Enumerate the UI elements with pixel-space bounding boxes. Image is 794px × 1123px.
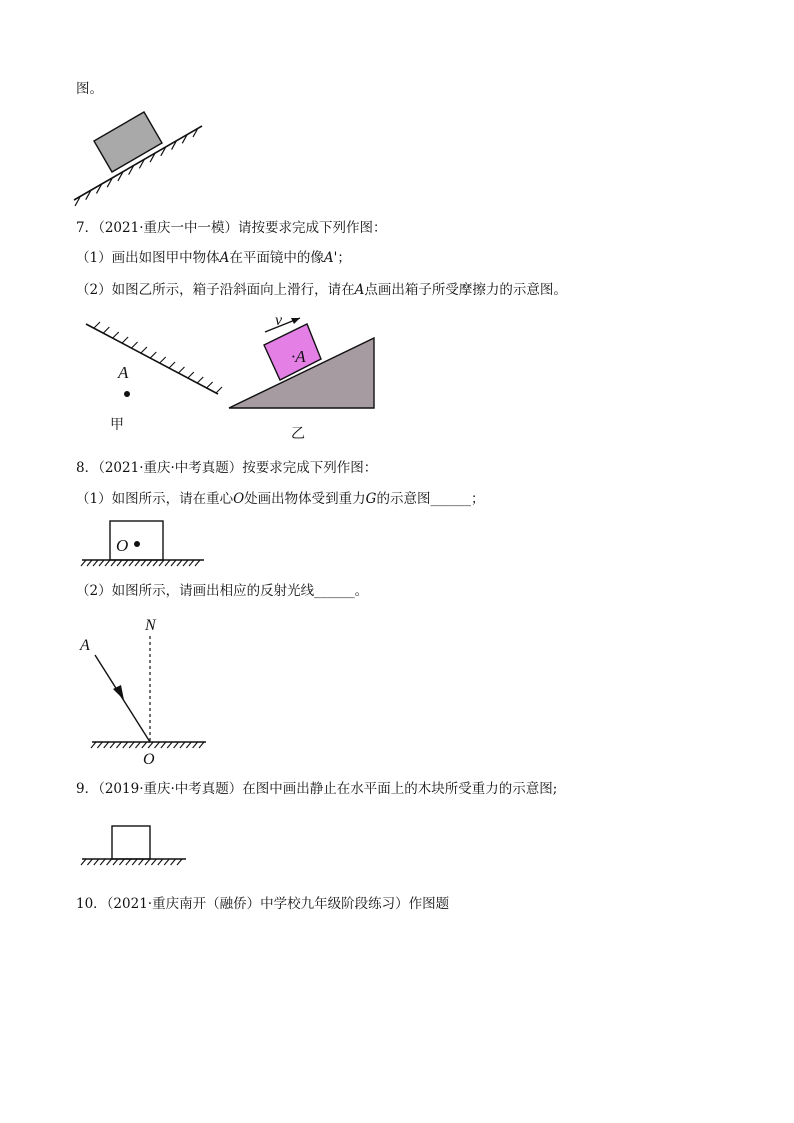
hatch-mark bbox=[141, 347, 147, 353]
hatch-mark bbox=[132, 342, 138, 348]
q9-stem: 9．（2019·重庆·中考真题）在图中画出静止在水平面上的木块所受重力的示意图; bbox=[76, 781, 558, 797]
hatch-mark bbox=[87, 859, 92, 865]
hatch-mark bbox=[216, 387, 222, 393]
q8-block-figure bbox=[80, 518, 210, 568]
hatch-mark bbox=[161, 742, 166, 748]
hatch-mark bbox=[180, 742, 185, 748]
hatch-mark bbox=[122, 337, 128, 343]
hatch-mark bbox=[150, 352, 156, 358]
hatch-mark bbox=[129, 742, 134, 748]
hatch-mark bbox=[142, 742, 147, 748]
hatch-mark bbox=[117, 560, 122, 566]
hatch-mark bbox=[193, 742, 198, 748]
hatch-mark bbox=[100, 859, 105, 865]
hatch-mark bbox=[113, 859, 118, 865]
hatch-mark bbox=[145, 859, 150, 865]
figure-yi-incline bbox=[225, 308, 385, 443]
hatch-mark bbox=[99, 560, 104, 566]
velocity-label: v bbox=[275, 312, 283, 329]
hatch-mark bbox=[199, 742, 204, 748]
box-point-label: ·A bbox=[291, 347, 306, 366]
reflection-figure bbox=[76, 612, 216, 772]
hatch-mark bbox=[169, 362, 175, 368]
hatch-mark bbox=[93, 560, 98, 566]
hatch-mark bbox=[123, 560, 128, 566]
q7-stem: 7．（2021·重庆一中一模）请按要求完成下列作图： bbox=[76, 220, 387, 236]
q9-block-figure bbox=[78, 823, 208, 873]
hatch-mark bbox=[111, 560, 116, 566]
point-o-label: O bbox=[143, 751, 155, 768]
hatch-mark bbox=[207, 382, 213, 388]
hatch-mark bbox=[197, 377, 203, 383]
caption-yi: 乙 bbox=[291, 426, 305, 442]
hatch-mark bbox=[135, 742, 140, 748]
hatch-mark bbox=[123, 742, 128, 748]
hatch-mark bbox=[97, 742, 102, 748]
hatch-mark bbox=[119, 859, 124, 865]
figure-jia-mirror bbox=[80, 318, 230, 448]
hatch-mark bbox=[189, 560, 194, 566]
hatch-mark bbox=[153, 560, 158, 566]
hatch-mark bbox=[113, 332, 119, 338]
hatch-mark bbox=[165, 560, 170, 566]
q8-part2: （2）如图所示，请画出相应的反射光线______。 bbox=[76, 583, 369, 599]
hatch-mark bbox=[91, 742, 96, 748]
ground-hatching bbox=[81, 560, 200, 566]
hatch-mark bbox=[126, 859, 131, 865]
hatch-mark bbox=[174, 742, 179, 748]
center-o-label: O bbox=[116, 536, 129, 555]
block bbox=[94, 112, 162, 172]
normal-n-label: N bbox=[145, 617, 156, 634]
hatch-mark bbox=[110, 742, 115, 748]
plane-mirror bbox=[86, 324, 218, 394]
hatch-mark bbox=[116, 742, 121, 748]
hatch-mark bbox=[147, 560, 152, 566]
hatch-mark bbox=[178, 367, 184, 373]
hatch-mark bbox=[141, 560, 146, 566]
caption-jia: 甲 bbox=[110, 417, 124, 433]
q8-blank-1: ______ bbox=[430, 491, 471, 507]
mirror-hatching bbox=[94, 322, 222, 393]
hatch-mark bbox=[105, 560, 110, 566]
hatch-mark bbox=[195, 560, 200, 566]
hatch-mark bbox=[177, 560, 182, 566]
q7-part1: （1）画出如图甲中物体A在平面镜中的像A'； bbox=[76, 250, 351, 266]
q8-stem: 8．（2021·重庆·中考真题）按要求完成下列作图： bbox=[76, 460, 378, 476]
wood-block bbox=[112, 826, 150, 859]
hatch-mark bbox=[186, 742, 191, 748]
hatch-mark bbox=[103, 327, 109, 333]
lead-text: 图。 bbox=[76, 81, 103, 97]
q8-blank-2: ______ bbox=[314, 583, 355, 599]
hatch-mark bbox=[160, 357, 166, 363]
incline-block-figure bbox=[70, 112, 210, 202]
hatch-mark bbox=[188, 372, 194, 378]
hatch-mark bbox=[158, 859, 163, 865]
hatch-mark bbox=[164, 859, 169, 865]
hatch-mark bbox=[132, 859, 137, 865]
hatch-mark bbox=[129, 560, 134, 566]
q10-stem: 10．（2021·重庆南开（融侨）中学校九年级阶段练习）作图题 bbox=[76, 896, 450, 912]
q7-part2: （2）如图乙所示，箱子沿斜面向上滑行，请在A点画出箱子所受摩擦力的示意图。 bbox=[76, 282, 567, 298]
mirror-surface-hatching bbox=[91, 742, 204, 748]
center-o-point bbox=[134, 541, 140, 547]
hatch-mark bbox=[139, 859, 144, 865]
hatch-mark bbox=[167, 742, 172, 748]
q8-part1: （1）如图所示，请在重心O处画出物体受到重力G的示意图______； bbox=[76, 491, 485, 507]
hatch-mark bbox=[148, 742, 153, 748]
hatch-mark bbox=[159, 560, 164, 566]
hatch-mark bbox=[177, 859, 182, 865]
point-a bbox=[124, 391, 130, 397]
ray-a-label: A bbox=[80, 637, 90, 654]
point-a-label: A bbox=[118, 363, 129, 382]
hatch-mark bbox=[183, 560, 188, 566]
hatch-mark bbox=[81, 859, 86, 865]
hatch-mark bbox=[81, 560, 86, 566]
hatch-mark bbox=[171, 859, 176, 865]
hatch-mark bbox=[94, 322, 100, 328]
hatch-mark bbox=[171, 560, 176, 566]
hatch-mark bbox=[135, 560, 140, 566]
hatch-mark bbox=[107, 859, 112, 865]
hatch-mark bbox=[151, 859, 156, 865]
hatch-mark bbox=[87, 560, 92, 566]
hatch-mark bbox=[104, 742, 109, 748]
hatch-mark bbox=[155, 742, 160, 748]
hatch-mark bbox=[94, 859, 99, 865]
ground-hatching-q9 bbox=[81, 859, 182, 865]
